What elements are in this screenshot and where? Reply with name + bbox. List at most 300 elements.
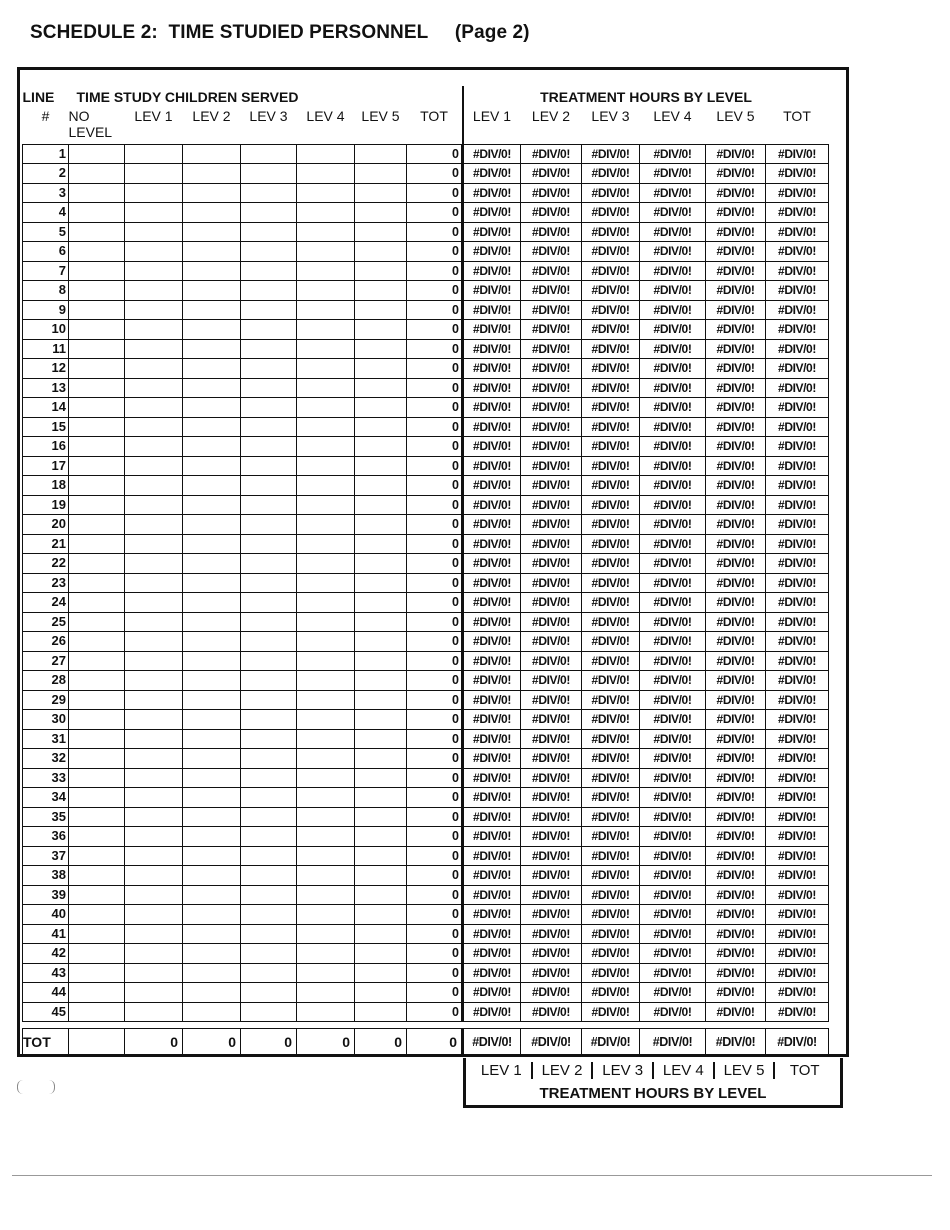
children-cell[interactable] (297, 495, 355, 515)
children-cell[interactable] (355, 846, 407, 866)
children-cell[interactable] (297, 359, 355, 379)
children-cell[interactable] (69, 417, 125, 437)
children-cell[interactable] (355, 359, 407, 379)
treatment-hours-cell: #DIV/0! (640, 885, 706, 905)
children-cell[interactable] (355, 300, 407, 320)
children-cell[interactable] (125, 417, 183, 437)
children-cell[interactable] (355, 885, 407, 905)
table-row (23, 203, 829, 223)
children-cell[interactable] (69, 593, 125, 613)
children-cell[interactable] (69, 378, 125, 398)
children-cell[interactable] (125, 534, 183, 554)
children-cell[interactable] (125, 183, 183, 203)
children-cell[interactable] (69, 281, 125, 301)
children-cell[interactable] (125, 905, 183, 925)
children-cell[interactable] (125, 495, 183, 515)
children-cell[interactable] (297, 1002, 355, 1022)
children-cell[interactable] (241, 456, 297, 476)
children-cell[interactable] (355, 183, 407, 203)
children-cell[interactable] (241, 807, 297, 827)
children-cell[interactable] (183, 554, 241, 574)
children-cell[interactable] (355, 573, 407, 593)
children-cell[interactable] (125, 476, 183, 496)
children-cell[interactable] (297, 261, 355, 281)
children-cell[interactable] (355, 807, 407, 827)
children-cell[interactable] (241, 1002, 297, 1022)
children-cell[interactable] (183, 359, 241, 379)
children-cell[interactable] (355, 476, 407, 496)
treatment-hours-cell: #DIV/0! (706, 749, 766, 769)
children-cell[interactable] (183, 437, 241, 457)
children-cell[interactable] (355, 495, 407, 515)
line-number: 1 (23, 144, 69, 164)
children-cell[interactable] (355, 827, 407, 847)
children-cell[interactable] (69, 729, 125, 749)
children-cell[interactable] (125, 593, 183, 613)
children-cell[interactable] (125, 749, 183, 769)
children-cell[interactable] (241, 203, 297, 223)
children-cell[interactable] (241, 164, 297, 184)
children-cell[interactable] (183, 417, 241, 437)
treatment-hours-cell: #DIV/0! (766, 261, 829, 281)
children-cell[interactable] (125, 222, 183, 242)
children-cell[interactable] (125, 710, 183, 730)
totals-label: TOT (23, 1029, 69, 1056)
children-cell[interactable] (183, 534, 241, 554)
children-cell[interactable] (241, 827, 297, 847)
children-cell[interactable] (69, 768, 125, 788)
children-cell[interactable] (69, 827, 125, 847)
children-cell[interactable] (241, 612, 297, 632)
children-cell[interactable] (241, 573, 297, 593)
children-cell[interactable] (241, 300, 297, 320)
children-cell[interactable] (125, 788, 183, 808)
children-cell[interactable] (125, 671, 183, 691)
children-cell[interactable] (125, 1002, 183, 1022)
children-cell[interactable] (69, 164, 125, 184)
children-cell[interactable] (69, 671, 125, 691)
children-total-value: 0 (241, 1029, 297, 1056)
children-cell[interactable] (183, 261, 241, 281)
children-cell[interactable] (69, 924, 125, 944)
line-number: 20 (23, 515, 69, 535)
children-cell[interactable] (69, 612, 125, 632)
children-cell[interactable] (241, 339, 297, 359)
children-cell[interactable] (355, 905, 407, 925)
children-cell[interactable] (355, 788, 407, 808)
children-cell[interactable] (355, 203, 407, 223)
children-cell[interactable] (241, 651, 297, 671)
children-cell[interactable] (125, 300, 183, 320)
children-cell[interactable] (355, 242, 407, 262)
children-cell[interactable] (69, 749, 125, 769)
children-cell[interactable] (355, 281, 407, 301)
children-cell[interactable] (355, 749, 407, 769)
line-number: 5 (23, 222, 69, 242)
children-cell[interactable] (69, 495, 125, 515)
children-cell[interactable] (125, 690, 183, 710)
children-total-cell: 0 (407, 320, 463, 340)
children-total-cell: 0 (407, 183, 463, 203)
children-cell[interactable] (125, 203, 183, 223)
children-cell[interactable] (241, 222, 297, 242)
children-cell[interactable] (125, 164, 183, 184)
children-cell[interactable] (183, 768, 241, 788)
treatment-hours-cell: #DIV/0! (582, 846, 640, 866)
treatment-hours-cell: #DIV/0! (521, 866, 582, 886)
children-cell[interactable] (355, 612, 407, 632)
treatment-hours-cell: #DIV/0! (766, 729, 829, 749)
children-cell[interactable] (69, 651, 125, 671)
treatment-hours-cell: #DIV/0! (463, 768, 521, 788)
children-cell[interactable] (297, 378, 355, 398)
children-cell[interactable] (125, 963, 183, 983)
children-cell[interactable] (355, 378, 407, 398)
children-cell[interactable] (297, 222, 355, 242)
children-cell[interactable] (297, 924, 355, 944)
children-cell[interactable] (69, 554, 125, 574)
children-cell[interactable] (69, 242, 125, 262)
children-cell[interactable] (297, 534, 355, 554)
children-cell[interactable] (297, 144, 355, 164)
children-cell[interactable] (355, 437, 407, 457)
treatment-hours-cell: #DIV/0! (640, 983, 706, 1003)
children-cell[interactable] (241, 417, 297, 437)
children-cell[interactable] (125, 612, 183, 632)
children-cell[interactable] (69, 885, 125, 905)
children-cell[interactable] (297, 807, 355, 827)
children-total-cell: 0 (407, 261, 463, 281)
children-cell[interactable] (241, 242, 297, 262)
children-cell[interactable] (69, 456, 125, 476)
children-total-cell: 0 (407, 300, 463, 320)
children-cell[interactable] (69, 437, 125, 457)
table-row (23, 671, 829, 691)
children-cell[interactable] (241, 320, 297, 340)
children-cell[interactable] (125, 378, 183, 398)
children-cell[interactable] (241, 183, 297, 203)
children-cell[interactable] (355, 924, 407, 944)
children-cell[interactable] (241, 144, 297, 164)
children-total-cell: 0 (407, 281, 463, 301)
children-cell[interactable] (297, 710, 355, 730)
children-cell[interactable] (125, 632, 183, 652)
children-cell[interactable] (297, 554, 355, 574)
children-cell[interactable] (297, 866, 355, 886)
treatment-hours-cell: #DIV/0! (706, 554, 766, 574)
children-cell[interactable] (241, 905, 297, 925)
children-cell[interactable] (355, 651, 407, 671)
children-cell[interactable] (297, 963, 355, 983)
children-cell[interactable] (241, 885, 297, 905)
treatment-hours-cell: #DIV/0! (640, 144, 706, 164)
children-cell[interactable] (355, 983, 407, 1003)
children-cell[interactable] (69, 807, 125, 827)
children-cell[interactable] (125, 944, 183, 964)
children-cell[interactable] (69, 222, 125, 242)
children-cell[interactable] (183, 515, 241, 535)
line-number: 33 (23, 768, 69, 788)
children-cell[interactable] (69, 261, 125, 281)
children-cell[interactable] (183, 924, 241, 944)
children-cell[interactable] (69, 320, 125, 340)
children-cell[interactable] (69, 866, 125, 886)
children-cell[interactable] (241, 632, 297, 652)
treatment-hours-cell: #DIV/0! (521, 846, 582, 866)
children-cell[interactable] (69, 573, 125, 593)
children-cell[interactable] (183, 476, 241, 496)
children-cell[interactable] (125, 651, 183, 671)
children-cell[interactable] (125, 339, 183, 359)
children-cell[interactable] (125, 573, 183, 593)
children-cell[interactable] (183, 749, 241, 769)
children-cell[interactable] (355, 866, 407, 886)
children-cell[interactable] (355, 944, 407, 964)
children-cell[interactable] (183, 905, 241, 925)
children-cell[interactable] (297, 827, 355, 847)
children-cell[interactable] (297, 593, 355, 613)
children-cell[interactable] (69, 963, 125, 983)
children-cell[interactable] (355, 515, 407, 535)
children-cell[interactable] (69, 398, 125, 418)
children-cell[interactable] (125, 456, 183, 476)
children-cell[interactable] (297, 788, 355, 808)
children-cell[interactable] (355, 417, 407, 437)
children-cell[interactable] (69, 203, 125, 223)
children-cell[interactable] (183, 788, 241, 808)
children-cell[interactable] (355, 222, 407, 242)
children-cell[interactable] (125, 729, 183, 749)
children-cell[interactable] (355, 456, 407, 476)
children-cell[interactable] (69, 359, 125, 379)
children-cell[interactable] (297, 339, 355, 359)
children-cell[interactable] (69, 1002, 125, 1022)
children-cell[interactable] (355, 729, 407, 749)
children-cell[interactable] (297, 632, 355, 652)
children-cell[interactable] (297, 846, 355, 866)
children-cell[interactable] (297, 437, 355, 457)
children-cell[interactable] (125, 242, 183, 262)
children-cell[interactable] (183, 242, 241, 262)
children-cell[interactable] (297, 281, 355, 301)
children-cell[interactable] (241, 476, 297, 496)
children-cell[interactable] (125, 398, 183, 418)
children-cell[interactable] (241, 515, 297, 535)
children-cell[interactable] (69, 300, 125, 320)
children-cell[interactable] (355, 710, 407, 730)
children-cell[interactable] (125, 144, 183, 164)
children-cell[interactable] (355, 768, 407, 788)
children-cell[interactable] (297, 768, 355, 788)
children-cell[interactable] (355, 144, 407, 164)
treatment-hours-cell: #DIV/0! (706, 183, 766, 203)
children-cell[interactable] (241, 729, 297, 749)
children-cell[interactable] (297, 612, 355, 632)
children-cell[interactable] (241, 534, 297, 554)
children-cell[interactable] (183, 807, 241, 827)
children-cell[interactable] (69, 476, 125, 496)
children-cell[interactable] (125, 768, 183, 788)
children-cell[interactable] (297, 183, 355, 203)
children-cell[interactable] (69, 788, 125, 808)
children-cell[interactable] (355, 534, 407, 554)
children-cell[interactable] (297, 651, 355, 671)
children-cell[interactable] (297, 320, 355, 340)
children-cell[interactable] (183, 846, 241, 866)
children-cell[interactable] (297, 203, 355, 223)
children-cell[interactable] (297, 885, 355, 905)
children-cell[interactable] (355, 320, 407, 340)
children-cell[interactable] (297, 398, 355, 418)
children-cell[interactable] (297, 983, 355, 1003)
children-cell[interactable] (241, 690, 297, 710)
children-cell[interactable] (183, 983, 241, 1003)
children-cell[interactable] (69, 183, 125, 203)
children-cell[interactable] (183, 827, 241, 847)
children-cell[interactable] (183, 144, 241, 164)
children-cell[interactable] (125, 515, 183, 535)
children-cell[interactable] (69, 905, 125, 925)
children-cell[interactable] (125, 846, 183, 866)
children-cell[interactable] (241, 749, 297, 769)
children-cell[interactable] (355, 339, 407, 359)
children-cell[interactable] (297, 515, 355, 535)
treatment-hours-cell: #DIV/0! (640, 807, 706, 827)
children-cell[interactable] (355, 398, 407, 418)
children-cell[interactable] (183, 632, 241, 652)
children-cell[interactable] (183, 612, 241, 632)
children-cell[interactable] (241, 944, 297, 964)
children-cell[interactable] (183, 651, 241, 671)
children-cell[interactable] (297, 476, 355, 496)
children-cell[interactable] (69, 534, 125, 554)
children-cell[interactable] (355, 963, 407, 983)
children-cell[interactable] (183, 456, 241, 476)
children-cell[interactable] (355, 632, 407, 652)
children-cell[interactable] (355, 261, 407, 281)
children-cell[interactable] (183, 671, 241, 691)
children-cell[interactable] (297, 164, 355, 184)
children-cell[interactable] (69, 944, 125, 964)
children-cell[interactable] (355, 1002, 407, 1022)
children-cell[interactable] (125, 261, 183, 281)
children-cell[interactable] (183, 944, 241, 964)
hours-col-header: TOT (783, 108, 811, 124)
children-cell[interactable] (125, 827, 183, 847)
children-cell[interactable] (183, 866, 241, 886)
children-cell[interactable] (355, 690, 407, 710)
table-row (23, 593, 829, 613)
children-cell[interactable] (125, 320, 183, 340)
children-cell[interactable] (183, 710, 241, 730)
children-cell[interactable] (297, 749, 355, 769)
children-cell[interactable] (183, 573, 241, 593)
children-cell[interactable] (183, 378, 241, 398)
children-cell[interactable] (241, 593, 297, 613)
children-cell[interactable] (125, 807, 183, 827)
children-cell[interactable] (183, 963, 241, 983)
children-cell[interactable] (241, 866, 297, 886)
children-cell[interactable] (241, 671, 297, 691)
children-cell[interactable] (183, 593, 241, 613)
children-cell[interactable] (297, 300, 355, 320)
children-cell[interactable] (241, 710, 297, 730)
children-cell[interactable] (183, 320, 241, 340)
children-cell[interactable] (183, 183, 241, 203)
children-cell[interactable] (241, 359, 297, 379)
children-cell[interactable] (297, 456, 355, 476)
children-cell[interactable] (125, 866, 183, 886)
children-cell[interactable] (69, 983, 125, 1003)
children-cell[interactable] (297, 242, 355, 262)
children-cell[interactable] (241, 495, 297, 515)
children-cell[interactable] (125, 924, 183, 944)
children-cell[interactable] (183, 300, 241, 320)
children-cell[interactable] (183, 339, 241, 359)
children-cell[interactable] (183, 222, 241, 242)
children-cell[interactable] (297, 905, 355, 925)
children-cell[interactable] (183, 398, 241, 418)
treatment-hours-cell: #DIV/0! (521, 534, 582, 554)
children-cell[interactable] (241, 261, 297, 281)
children-cell[interactable] (297, 729, 355, 749)
children-cell[interactable] (183, 495, 241, 515)
children-cell[interactable] (355, 671, 407, 691)
children-cell[interactable] (183, 164, 241, 184)
children-cell[interactable] (241, 768, 297, 788)
children-cell[interactable] (355, 554, 407, 574)
children-cell[interactable] (241, 983, 297, 1003)
children-cell[interactable] (69, 144, 125, 164)
children-cell[interactable] (69, 710, 125, 730)
children-cell[interactable] (297, 690, 355, 710)
children-cell[interactable] (183, 1002, 241, 1022)
children-cell[interactable] (183, 690, 241, 710)
children-cell[interactable] (125, 437, 183, 457)
children-cell[interactable] (241, 281, 297, 301)
children-cell[interactable] (355, 593, 407, 613)
children-cell[interactable] (125, 359, 183, 379)
children-cell[interactable] (125, 281, 183, 301)
children-cell[interactable] (297, 573, 355, 593)
children-cell[interactable] (241, 554, 297, 574)
children-cell[interactable] (183, 203, 241, 223)
treatment-hours-cell: #DIV/0! (582, 983, 640, 1003)
children-cell[interactable] (125, 885, 183, 905)
children-cell[interactable] (297, 417, 355, 437)
children-cell[interactable] (183, 885, 241, 905)
children-cell[interactable] (241, 924, 297, 944)
children-cell[interactable] (241, 437, 297, 457)
children-cell[interactable] (297, 944, 355, 964)
children-cell[interactable] (241, 846, 297, 866)
children-cell[interactable] (69, 632, 125, 652)
children-cell[interactable] (355, 164, 407, 184)
children-cell[interactable] (241, 963, 297, 983)
children-cell[interactable] (69, 690, 125, 710)
children-cell[interactable] (69, 515, 125, 535)
children-cell[interactable] (241, 788, 297, 808)
children-cell[interactable] (69, 339, 125, 359)
children-cell[interactable] (69, 846, 125, 866)
children-cell[interactable] (125, 554, 183, 574)
children-cell[interactable] (125, 983, 183, 1003)
children-cell[interactable] (241, 378, 297, 398)
children-cell[interactable] (183, 729, 241, 749)
children-cell[interactable] (297, 671, 355, 691)
children-cell[interactable] (241, 398, 297, 418)
children-cell[interactable] (183, 281, 241, 301)
